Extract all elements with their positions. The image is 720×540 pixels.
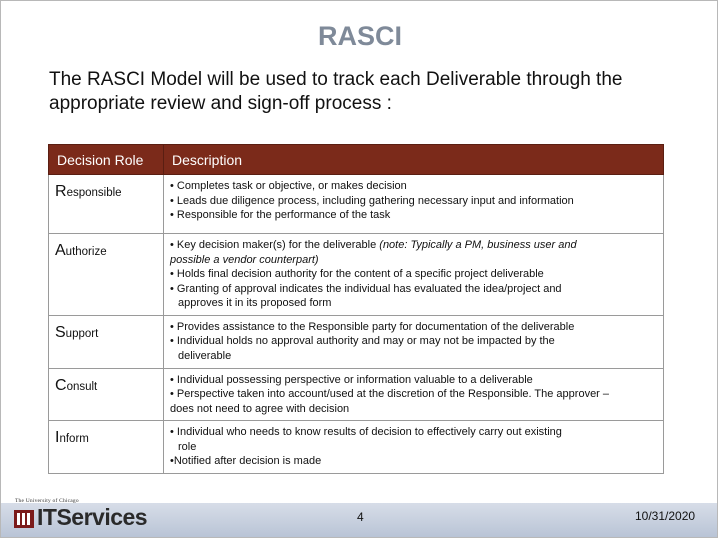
header-description: Description bbox=[164, 145, 664, 175]
header-decision-role: Decision Role bbox=[49, 145, 164, 175]
description-note: possible a vendor counterpart) bbox=[170, 253, 319, 266]
role-cell bbox=[49, 175, 164, 234]
description-line: •Notified after decision is made bbox=[170, 455, 322, 467]
description-line: • Individual possessing perspective or information valuable to a deliverable bbox=[170, 373, 533, 386]
page-number: 4 bbox=[357, 510, 364, 524]
description-line: deliverable bbox=[178, 349, 232, 362]
description-line: role bbox=[178, 440, 197, 453]
itservices-logo bbox=[13, 498, 178, 534]
role-rest: nform bbox=[59, 433, 89, 445]
table-row bbox=[49, 421, 664, 474]
table-row bbox=[49, 175, 664, 234]
description-cell bbox=[164, 368, 664, 421]
role-cell bbox=[49, 315, 164, 368]
role-initial: A bbox=[55, 242, 66, 259]
description-note: (note: Typically a PM, business user and bbox=[379, 239, 577, 251]
intro-text: The RASCI Model will be used to track each Deliverable through the appropriate review and sign-off process : bbox=[49, 69, 623, 114]
description-cell bbox=[164, 421, 664, 474]
rasci-table bbox=[48, 144, 664, 474]
role-initial: C bbox=[55, 376, 67, 394]
description-line: approves it in its proposed form bbox=[178, 297, 332, 309]
slide-title: RASCI bbox=[317, 21, 402, 51]
description-text: • Key decision maker(s) for the deliverable bbox=[170, 239, 377, 251]
brand-name: ITServices bbox=[37, 504, 148, 530]
university-name: The University of Chicago bbox=[15, 498, 79, 504]
footer-date: 10/31/2020 bbox=[635, 509, 696, 523]
description-line: • Individual who needs to know results of decision to effectively carry out existing bbox=[170, 426, 562, 438]
role-rest: uthorize bbox=[65, 246, 107, 258]
description-cell bbox=[164, 234, 664, 316]
description-line: • Individual holds no approval authority and may or may not be impacted by the bbox=[170, 335, 555, 347]
table-header-row bbox=[49, 145, 664, 175]
description-line: • Completes task or objective, or makes decision bbox=[170, 180, 407, 192]
role-initial: S bbox=[55, 323, 66, 341]
university-shield-icon bbox=[13, 508, 35, 530]
description-cell bbox=[164, 175, 664, 234]
role-rest: onsult bbox=[66, 380, 98, 393]
description-line: • Responsible for the performance of the task bbox=[170, 209, 391, 221]
description-line: • Perspective taken into account/used at the discretion of the Responsible. The approver – bbox=[170, 388, 610, 400]
table-row bbox=[49, 368, 664, 421]
table-row bbox=[49, 234, 664, 316]
description-line: • Provides assistance to the Responsible party for documentation of the deliverable bbox=[170, 320, 575, 333]
description-line bbox=[170, 238, 657, 253]
role-rest: upport bbox=[65, 327, 99, 340]
role-cell bbox=[49, 368, 164, 421]
description-line: • Leads due diligence process, including gathering necessary input and information bbox=[170, 194, 574, 207]
role-initial: R bbox=[55, 183, 67, 200]
description-line: • Holds final decision authority for the content of a specific project deliverable bbox=[170, 268, 544, 280]
description-line: does not need to agree with decision bbox=[170, 402, 350, 415]
role-rest: esponsible bbox=[66, 187, 122, 199]
role-cell bbox=[49, 234, 164, 316]
description-line: • Granting of approval indicates the individual has evaluated the idea/project and bbox=[170, 282, 562, 295]
table-row bbox=[49, 315, 664, 368]
role-initial: I bbox=[55, 429, 60, 446]
role-cell bbox=[49, 421, 164, 474]
description-cell bbox=[164, 315, 664, 368]
